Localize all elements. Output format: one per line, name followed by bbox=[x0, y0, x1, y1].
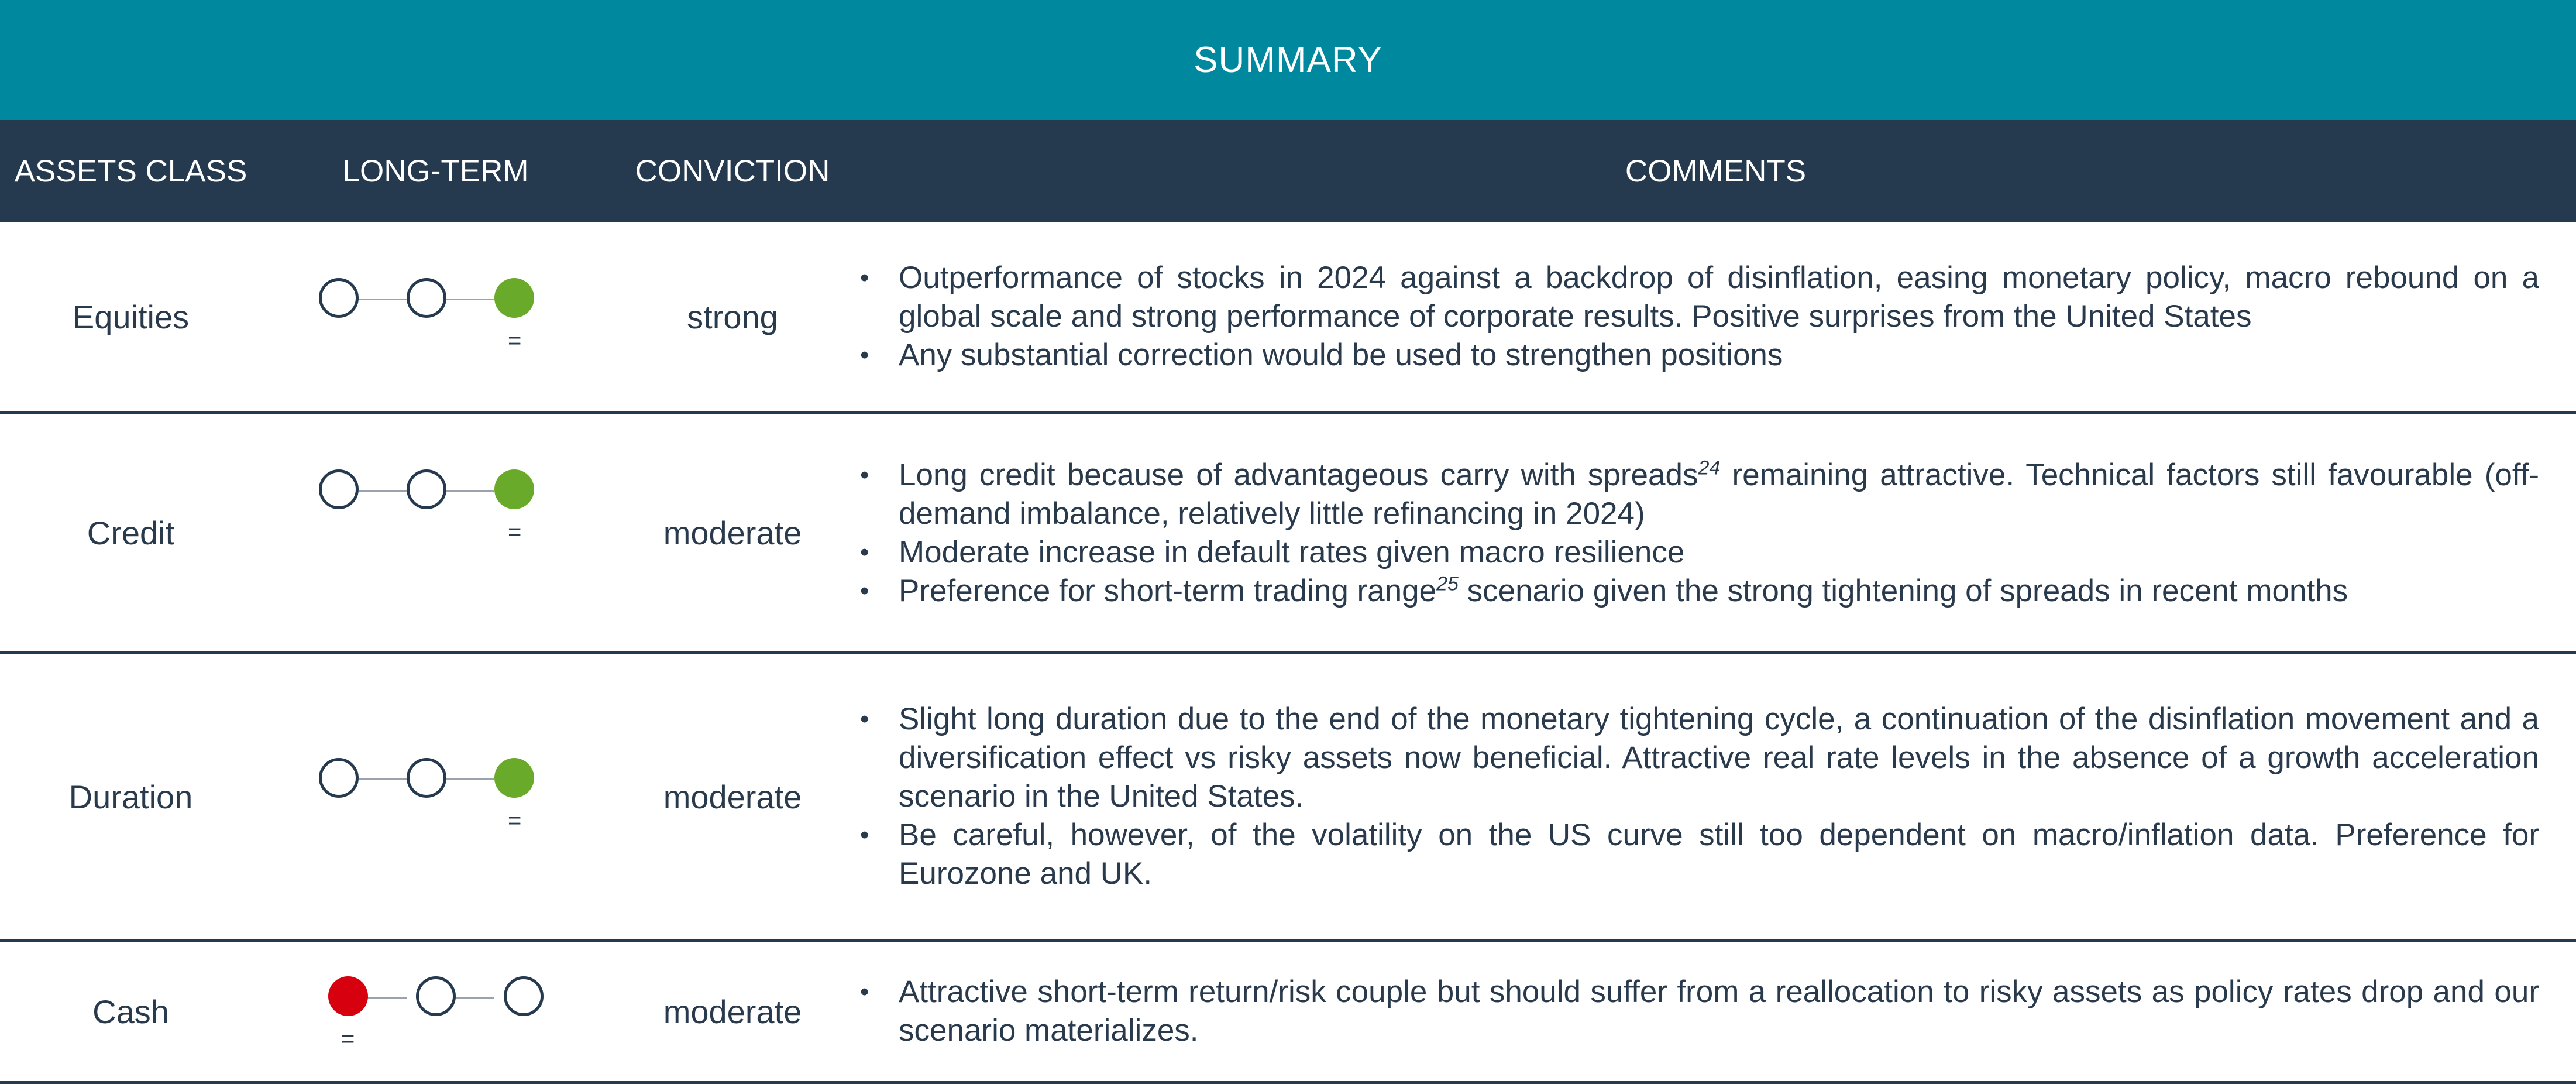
change-indicator: = bbox=[508, 328, 522, 354]
asset-class-cell: Duration bbox=[68, 778, 193, 815]
footnote-ref: 25 bbox=[1436, 572, 1459, 595]
long-term-gauge bbox=[319, 469, 553, 557]
conviction-cell: strong bbox=[687, 298, 778, 335]
comment-bullet: • Outperformance of stocks in 2024 against a backdrop of disinflation, easing monetary policy, macro rebound on a global scale and strong performance of corporate results. Positive surprises from the United States bbox=[899, 259, 2539, 336]
comments-cell bbox=[855, 942, 2539, 1081]
gauge-filled-dot bbox=[328, 976, 368, 1016]
long-term-gauge bbox=[319, 976, 553, 1064]
gauge-empty-dot bbox=[504, 976, 544, 1016]
comment-bullet: • Any substantial correction would be used to strengthen positions bbox=[899, 336, 2539, 375]
comment-bullet: • Be careful, however, of the volatility on the US curve still too dependent on macro/inflation data. Preference for Eurozone and UK. bbox=[899, 816, 2539, 893]
long-term-gauge bbox=[319, 278, 553, 366]
asset-class-cell: Cash bbox=[92, 993, 169, 1030]
gauge-empty-dot bbox=[319, 278, 359, 318]
long-term-gauge bbox=[319, 758, 553, 846]
gauge-empty-dot bbox=[416, 976, 456, 1016]
comments-cell bbox=[855, 222, 2539, 411]
gauge-filled-dot bbox=[494, 758, 534, 798]
header-assets-class: ASSETS CLASS bbox=[14, 153, 247, 188]
change-indicator: = bbox=[341, 1026, 355, 1052]
asset-class-cell: Credit bbox=[87, 514, 175, 551]
summary-title-bar bbox=[0, 0, 2576, 120]
change-indicator: = bbox=[508, 519, 522, 545]
page-title: SUMMARY bbox=[1194, 40, 1382, 80]
gauge-empty-dot bbox=[319, 469, 359, 509]
comment-bullet: • Moderate increase in default rates given macro resilience bbox=[899, 533, 2539, 572]
conviction-cell: moderate bbox=[663, 514, 802, 551]
gauge-empty-dot bbox=[407, 758, 446, 798]
gauge-empty-dot bbox=[407, 469, 446, 509]
comment-bullet: • Preference for short-term trading range$^{25}$ scenario given the strong tightening of spreads in recent months bbox=[899, 572, 2539, 610]
comment-bullet: • Attractive short-term return/risk couple but should suffer from a reallocation to risky assets as policy rates drop and our scenario materializes. bbox=[899, 973, 2539, 1050]
asset-class-cell: Equities bbox=[72, 298, 190, 335]
gauge-empty-dot bbox=[407, 278, 446, 318]
header-comments: COMMENTS bbox=[1625, 153, 1807, 188]
table-row-duration bbox=[0, 654, 2576, 942]
footnote-ref: 24 bbox=[1698, 456, 1721, 479]
table-row-credit bbox=[0, 414, 2576, 654]
conviction-cell: moderate bbox=[663, 778, 802, 815]
comments-cell bbox=[855, 654, 2539, 939]
gauge-filled-dot bbox=[494, 278, 534, 318]
header-long-term: LONG-TERM bbox=[342, 153, 529, 188]
table-row-equities bbox=[0, 222, 2576, 414]
conviction-cell: moderate bbox=[663, 993, 802, 1030]
gauge-filled-dot bbox=[494, 469, 534, 509]
gauge-empty-dot bbox=[319, 758, 359, 798]
table-header bbox=[0, 120, 2576, 222]
comment-bullet: • Slight long duration due to the end of the monetary tightening cycle, a continuation of the disinflation movement and a diversification effect vs risky assets now beneficial. Attractive real rate levels in the absence of a growth acceleration scenario in the United States. bbox=[899, 700, 2539, 816]
change-indicator: = bbox=[508, 808, 522, 833]
table-row-cash bbox=[0, 942, 2576, 1084]
header-conviction: CONVICTION bbox=[635, 153, 830, 188]
comment-bullet: • Long credit because of advantageous carry with spreads$^{24}$ remaining attractive. Technical factors still favourable (off-demand imbalance, relatively little refinancing in 2024) bbox=[899, 456, 2539, 533]
comments-cell bbox=[855, 414, 2539, 651]
